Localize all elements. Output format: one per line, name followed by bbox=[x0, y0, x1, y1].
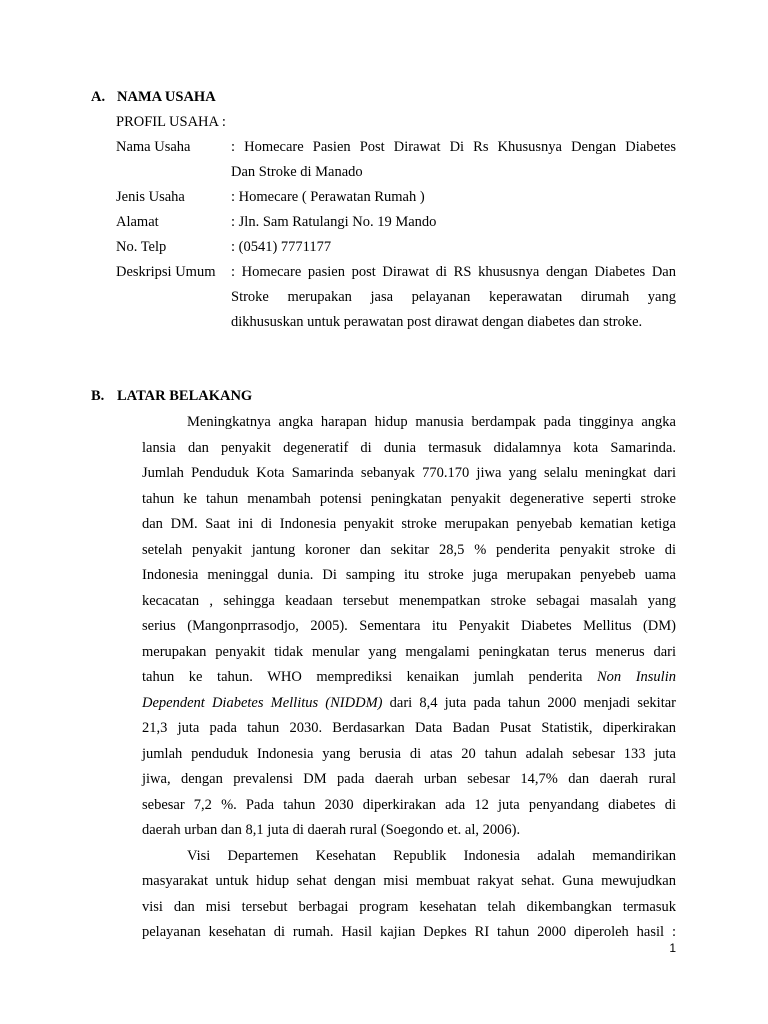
profile-row-value-line: Stroke merupakan jasa pelayanan keperawatan dirumah yang bbox=[231, 289, 676, 305]
profile-row-value-line: : Jln. Sam Ratulangi No. 19 Mando bbox=[231, 214, 437, 230]
paragraph-line: daerah urban dan 8,1 juta di daerah rural (Soegondo et. al, 2006). bbox=[142, 822, 521, 838]
paragraph-line-mixed bbox=[142, 665, 676, 691]
paragraph-line: Indonesia meninggal dunia. Di samping itu stroke juga merupakan penyebeb uama bbox=[142, 567, 676, 583]
section-b-heading bbox=[91, 386, 252, 406]
paragraph-line: setelah penyakit jantung koroner dan sekitar 28,5 % penderita penyakit stroke di bbox=[142, 541, 676, 558]
paragraph-1 bbox=[142, 410, 676, 946]
profile-row-value-line: : Homecare ( Perawatan Rumah ) bbox=[231, 189, 425, 205]
paragraph-line: Visi Departemen Kesehatan Republik Indonesia adalah memandirikan bbox=[187, 847, 676, 864]
paragraph-line: masyarakat untuk hidup sehat dengan misi membuat rakyat sehat. Guna mewujudkan bbox=[142, 873, 676, 889]
profile-row-deskripsi-umum-cont bbox=[116, 287, 676, 307]
profile-row-value-line: : Homecare pasien post Dirawat di RS khususnya dengan Diabetes Dan bbox=[231, 264, 676, 280]
section-a-title: NAMA USAHA bbox=[117, 89, 216, 105]
profile-row-label: Alamat bbox=[116, 214, 159, 230]
section-a-number: A. bbox=[91, 89, 106, 105]
profile-row-no-telp bbox=[116, 237, 676, 257]
paragraph-italic-text: Non Insulin bbox=[596, 669, 676, 685]
profile-row-deskripsi-umum bbox=[116, 262, 676, 282]
profile-row-alamat bbox=[116, 212, 676, 232]
paragraph-line: lansia dan penyakit degeneratif di dunia termasuk didalamnya kota Samarinda. bbox=[142, 439, 676, 456]
paragraph-line: jumlah penduduk Indonesia yang berusia di atas 20 tahun adalah sebesar 133 juta bbox=[142, 745, 676, 762]
profile-row-label: Deskripsi Umum bbox=[116, 264, 216, 280]
section-a-heading bbox=[91, 87, 216, 107]
profile-row-label: No. Telp bbox=[116, 239, 167, 255]
paragraph-line: jiwa, dengan prevalensi DM pada daerah urban sebesar 14,7% dan daerah rural bbox=[142, 771, 676, 787]
profile-row-label: Nama Usaha bbox=[116, 139, 191, 155]
paragraph-line: Jumlah Penduduk Kota Samarinda sebanyak 770.170 jiwa yang selalu meningkat dari bbox=[142, 465, 676, 481]
paragraph-line: sebesar 7,2 %. Pada tahun 2030 diperkirakan ada 12 juta penyandang diabetes di bbox=[142, 796, 676, 813]
paragraph-italic-text: Dependent Diabetes Mellitus (NIDDM) bbox=[142, 694, 383, 711]
paragraph-line: dan DM. Saat ini di Indonesia penyakit stroke merupakan penyebab kematian ketiga bbox=[142, 516, 676, 532]
profile-row-value-line: Dan Stroke di Manado bbox=[231, 164, 363, 180]
paragraph-line: tahun ke tahun menambah potensi peningkatan penyakit degenerative seperti stroke bbox=[142, 490, 676, 507]
page-number: 1 bbox=[669, 941, 676, 955]
paragraph-line: Meningkatnya angka harapan hidup manusia berdampak pada tingginya angka bbox=[187, 414, 676, 430]
paragraph-line: 21,3 juta pada tahun 2030. Berdasarkan Data Badan Pusat Statistik, diperkirakan bbox=[142, 720, 676, 736]
profile-label: PROFIL USAHA : bbox=[116, 114, 226, 130]
profile-row-value-line: : Homecare Pasien Post Dirawat Di Rs Khususnya Dengan Diabetes bbox=[231, 139, 676, 155]
paragraph-line: pelayanan kesehatan di rumah. Hasil kajian Depkes RI tahun 2000 diperoleh hasil : bbox=[142, 924, 676, 940]
paragraph-text: dari 8,4 juta pada tahun 2000 menjadi sekitar bbox=[389, 694, 676, 711]
paragraph-line: serius (Mangonprrasodjo, 2005). Sementara itu Penyakit Diabetes Mellitus (DM) bbox=[142, 618, 676, 634]
profile-row-value-line: : (0541) 7771177 bbox=[231, 239, 332, 255]
profile-row-jenis-usaha bbox=[116, 187, 676, 207]
paragraph-text: tahun ke tahun. WHO memprediksi kenaikan jumlah penderita bbox=[142, 669, 583, 685]
profile-row-nama-usaha bbox=[116, 137, 676, 157]
profile-row-nama-usaha-cont bbox=[116, 162, 676, 182]
profile-row-value-line: dikhususkan untuk perawatan post dirawat dengan diabetes dan stroke. bbox=[231, 314, 643, 330]
profile-row-label: Jenis Usaha bbox=[116, 189, 185, 205]
paragraph-line-mixed bbox=[142, 691, 676, 717]
profile-row-deskripsi-umum-cont bbox=[116, 312, 676, 332]
paragraph-line: kecacatan , sehingga keadaan tersebut menempatkan stroke sebagai masalah yang bbox=[142, 592, 676, 609]
section-b-title: LATAR BELAKANG bbox=[117, 388, 253, 404]
paragraph-line: visi dan misi tersebut berbagai program kesehatan telah dikembangkan termasuk bbox=[142, 898, 676, 915]
paragraph-line: merupakan penyakit tidak menular yang mengalami peningkatan terus menerus dari bbox=[142, 643, 676, 660]
section-b-number: B. bbox=[91, 388, 105, 404]
